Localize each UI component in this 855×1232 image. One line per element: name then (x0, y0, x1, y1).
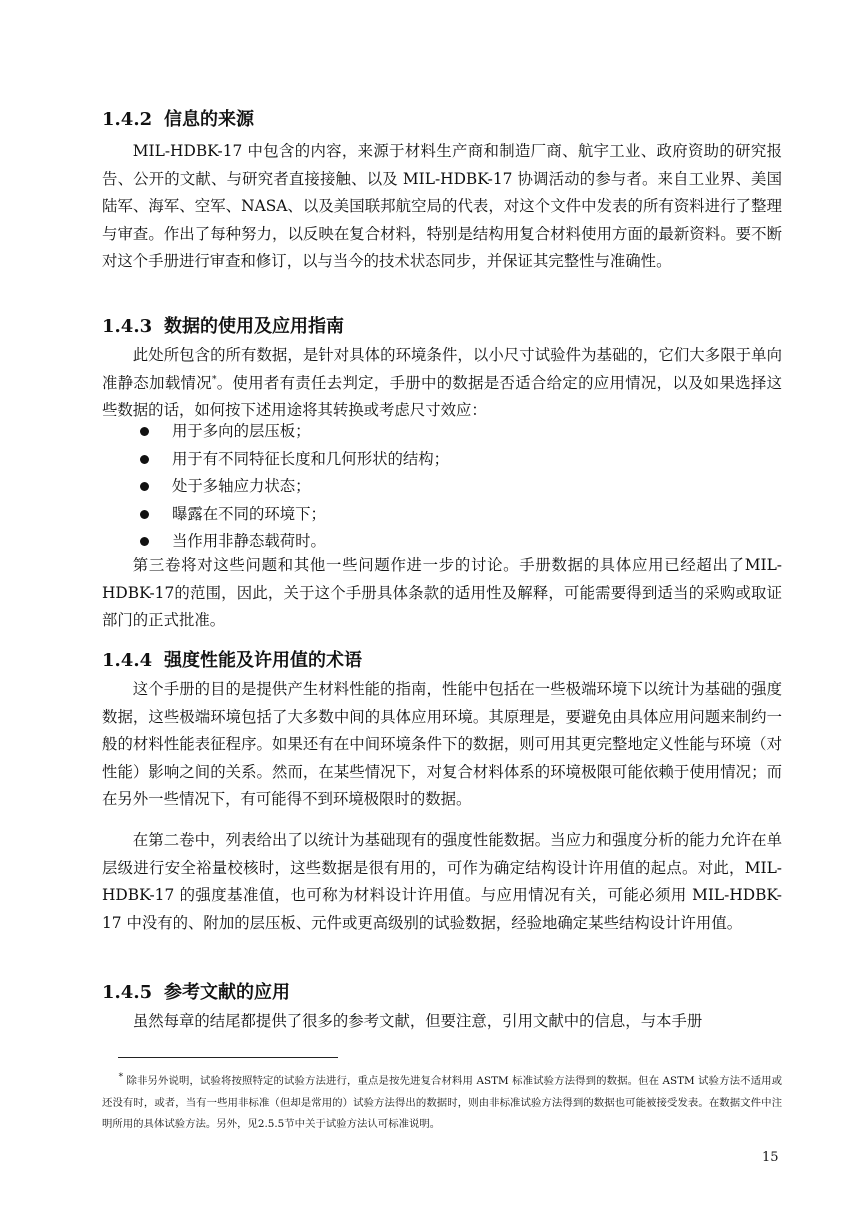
section-heading-1-4-4 (102, 649, 362, 673)
paragraph: 第三卷将对这些问题和其他一些问题作进一步的讨论。手册数据的具体应用已经超出了MIL-HDBK-17的范围，因此，关于这个手册具体条款的适用性及解释，可能需要得到适当的采购或取证部门的正式批准。 (102, 556, 782, 630)
footnote-text: 除非另外说明，试验将按照特定的试验方法进行，重点是按先进复合材料用 ASTM 标准试验方法得到的数据。但在 ASTM 试验方法不适用或还没有时，或者，当有一些用非标准（但却是常用的）试验方法得出的数据时，则由非标准试验方法得到的数据也可能被接受发表。在数据文件中注明所用的具体试验方法。另外，见2.5.5节中关于试验方法认可标准说明。 (102, 1075, 782, 1130)
section-heading-1-4-3 (102, 315, 344, 339)
list-item (136, 473, 449, 501)
list-item (136, 446, 449, 474)
list-item-text: 用于有不同特征长度和几何形状的结构； (172, 449, 450, 468)
bullet-icon (140, 427, 149, 436)
section-title: 信息的来源 (164, 109, 254, 130)
section-title: 参考文献的应用 (164, 982, 290, 1003)
footnote-mark: * (118, 1072, 124, 1083)
list-item-text: 用于多向的层压板； (172, 422, 311, 440)
section-number: 1.4.3 (102, 316, 153, 337)
list-item-text: 曝露在不同的环境下； (172, 504, 326, 523)
paragraph: 这个手册的目的是提供产生材料性能的指南，性能中包括在一些极端环境下以统计为基础的强度数据，这些极端环境包括了大多数中间的具体应用环境。其原理是，要避免由具体应用问题来制约一般的材料性能表征程序。如果还有在中间环境条件下的数据，则可用其更完整地定义性能与环境（对性能）影响之间的关系。然而，在某些情况下，对复合材料体系的环境极限可能依赖于使用情况；而在另外一些情况下，有可能得不到环境极限时的数据。 (102, 680, 782, 809)
bullet-icon (140, 455, 149, 464)
section-title: 数据的使用及应用指南 (164, 316, 344, 337)
paragraph (102, 342, 782, 425)
footnote (102, 1071, 782, 1136)
paragraph: 虽然每章的结尾都提供了很多的参考文献，但要注意，引用文献中的信息，与本手册 (132, 1012, 703, 1030)
section-number: 1.4.4 (102, 650, 153, 671)
paragraph-text: 。使用者有责任去判定，手册中的数据是否适合给定的应用情况，以及如果选择这些数据的话，如何按下述用途将其转换或考虑尺寸效应： (102, 373, 782, 420)
page-number: 15 (762, 1150, 779, 1165)
list-item (136, 501, 449, 529)
list-item (136, 418, 449, 446)
list-item-text: 处于多轴应力状态； (172, 477, 311, 496)
section-heading-1-4-2 (102, 108, 254, 132)
paragraph-text: 此处所包含的所有数据，是针对具体的环境条件，以小尺寸试验件为基础的，它们大多限于单向准静态加载情况 (102, 346, 782, 392)
bullet-list (136, 418, 449, 556)
section-number: 1.4.5 (102, 982, 153, 1003)
section-heading-1-4-5 (102, 981, 290, 1005)
paragraph: 在第二卷中，列表给出了以统计为基础现有的强度性能数据。当应力和强度分析的能力允许在单层级进行安全裕量校核时，这些数据是很有用的，可作为确定结构设计许用值的起点。对此，MIL-HDBK-17 的强度基准值，也可称为材料设计许用值。与应用情况有关，可能必须用 MIL-HDBK-17 中没有的、附加的层压板、元件或更高级别的试验数据，经验地确定某些结构设计许用值。 (102, 831, 782, 932)
section-title: 强度性能及许用值的术语 (164, 650, 362, 671)
section-number: 1.4.2 (102, 109, 153, 130)
footnote-mark: * (211, 374, 217, 385)
footnote-divider (118, 1057, 338, 1058)
bullet-icon (140, 510, 149, 519)
bullet-icon (140, 537, 149, 546)
list-item-text: 当作用非静态载荷时。 (172, 532, 326, 551)
bullet-icon (140, 482, 149, 491)
paragraph: MIL-HDBK-17 中包含的内容，来源于材料生产商和制造厂商、航宇工业、政府资助的研究报告、公开的文献、与研究者直接接触、以及 MIL-HDBK-17 协调活动的参与者。来自工业界、美国陆军、海军、空军、NASA、以及美国联邦航空局的代表，对这个文件中发表的所有资料进行了整理与审查。作出了每种努力，以反映在复合材料，特别是结构用复合材料使用方面的最新资料。要不断对这个手册进行审查和修订，以与当今的技术状态同步，并保证其完整性与准确性。 (102, 142, 782, 271)
